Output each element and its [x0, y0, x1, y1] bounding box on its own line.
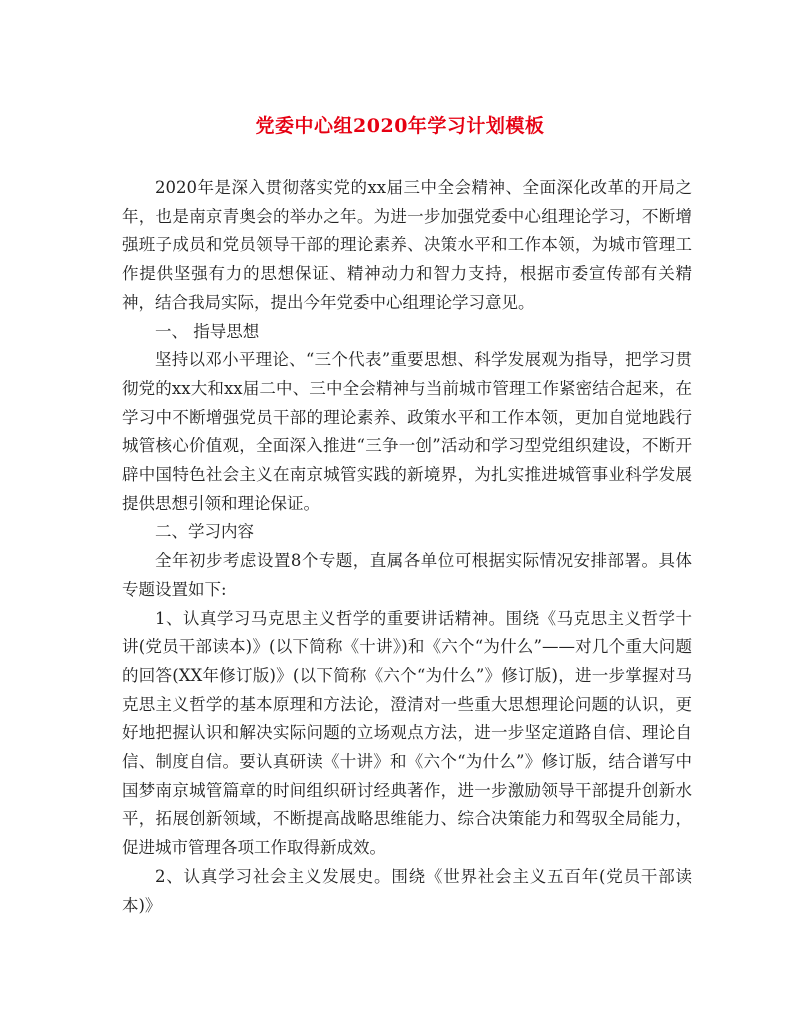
study-content-paragraph: 全年初步考虑设置8个专题，直属各单位可根据实际情况安排部署。具体专题设置如下: [122, 551, 692, 599]
topic-1-paragraph: 1、认真学习马克思主义哲学的重要讲话精神。围绕《马克思主义哲学十讲(党员干部读本)》(以下简称《十讲》)和《六个“为什么”——对几个重大问题的回答(XX年修订版)》(以下简称《六个“为什么”》修订版)，进一步掌握对马克思主义哲学的基本原理和方法论，澄清对一些重大思想理论问题的认识，更好地把握认识和解决实际问题的立场观点方法，进一步坚定道路自信、理论自信、制度自信。要认真研读《十讲》和《六个“为什么”》修订版，结合谱写中国梦南京城管篇章的时间组织研讨经典著作，进一步激励领导干部提升创新水平，拓展创新领域，不断提高战略思维能力、综合决策能力和驾驭全局能力，促进城市管理各项工作取得新成效。 [122, 608, 692, 858]
document-body [122, 174, 692, 920]
guiding-thought-paragraph: 坚持以邓小平理论、“三个代表”重要思想、科学发展观为指导，把学习贯彻党的xx大和xx届二中、三中全会精神与当前城市管理工作紧密结合起来，在学习中不断增强党员干部的理论素养、政策水平和工作本领，更加自觉地践行城管核心价值观，全面深入推进“三争一创”活动和学习型党组织建设，不断开辟中国特色社会主义在南京城管实践的新境界，为扎实推进城管事业科学发展提供思想引领和理论保证。 [122, 350, 692, 513]
section-heading-study-content: 二、学习内容 [155, 522, 254, 542]
topic-2-paragraph: 2、认真学习社会主义发展史。围绕《世界社会主义五百年(党员干部读本)》 [122, 866, 692, 915]
document-title: 党委中心组2020年学习计划模板 [255, 115, 545, 137]
section-heading-guiding-thought: 一、 指导思想 [155, 321, 260, 341]
intro-paragraph: 2020年是深入贯彻落实党的xx届三中全会精神、全面深化改革的开局之年，也是南京青奥会的举办之年。为进一步加强党委中心组理论学习，不断增强班子成员和党员领导干部的理论素养、决策水平和工作本领，为城市管理工作提供坚强有力的思想保证、精神动力和智力支持，根据市委宣传部有关精神，结合我局实际，提出今年党委中心组理论学习意见。 [122, 178, 692, 312]
